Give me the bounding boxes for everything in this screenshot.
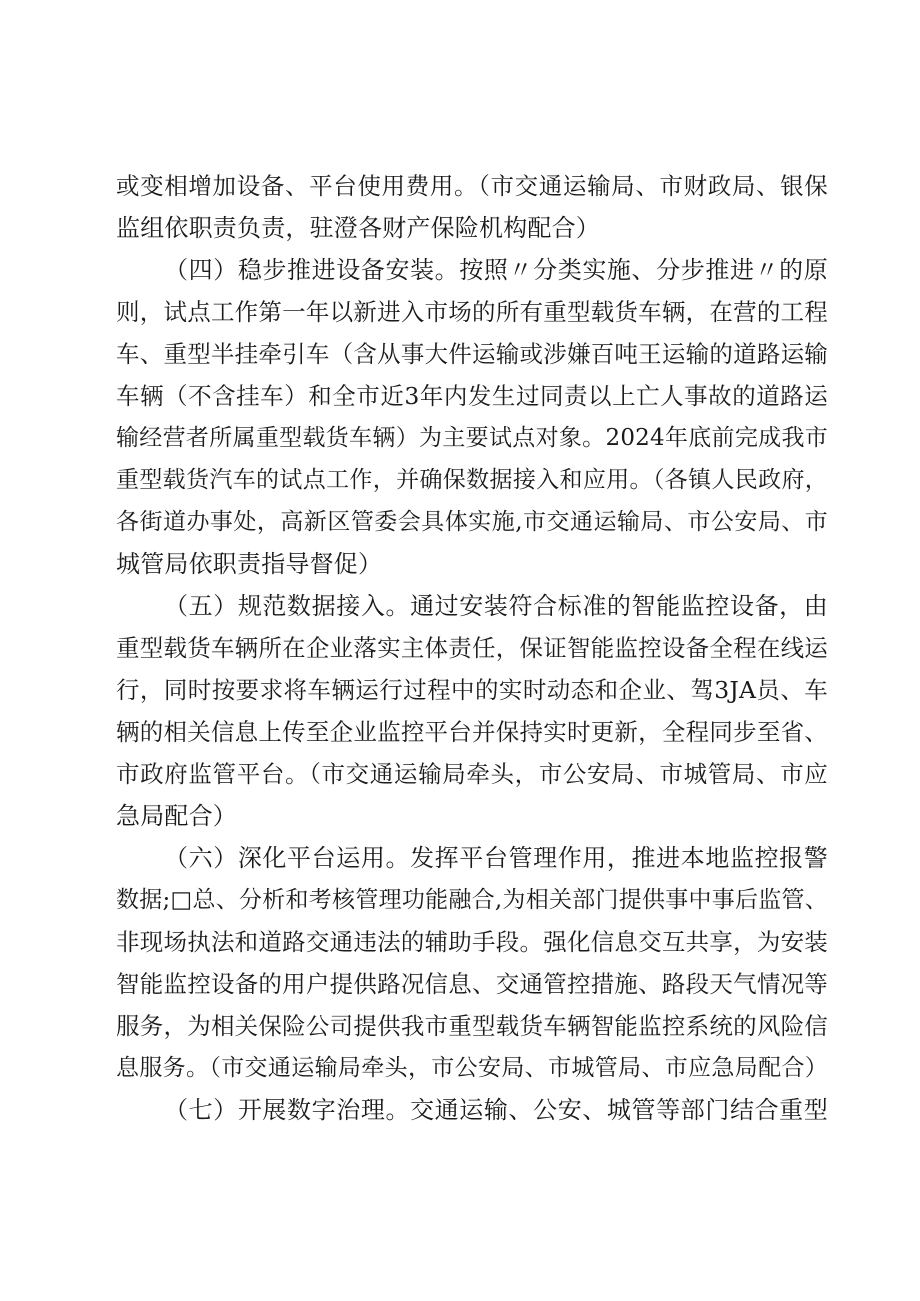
- paragraph-line: 非现场执法和道路交通违法的辅助手段。强化信息交互共享，为安装: [116, 928, 828, 956]
- paragraph-line: 数据;□总、分析和考核管理功能融合,为相关部门提供事中事后监管、: [116, 887, 828, 913]
- paragraph-line: 车辆（不含挂车）和全市近3年内发生过同责以上亡人事故的道路运: [116, 382, 828, 410]
- paragraph-line: 急局配合）: [116, 802, 237, 830]
- paragraph-first-line: （七）开展数字治理。交通运输、公安、城管等部门结合重型: [164, 1096, 828, 1124]
- paragraph-line: 智能监控设备的用户提供路况信息、交通管控措施、路段天气情况等: [116, 970, 828, 998]
- paragraph-line: 或变相增加设备、平台使用费用。（市交通运输局、市财政局、银保: [116, 172, 828, 200]
- paragraph-line: 市政府监管平台。（市交通运输局牵头，市公安局、市城管局、市应: [116, 760, 828, 788]
- paragraph-line: 重型载货汽车的试点工作，并确保数据接入和应用。（各镇人民政府，: [116, 467, 828, 493]
- paragraph-line: 息服务。（市交通运输局牵头，市公安局、市城管局、市应急局配合）: [116, 1055, 828, 1081]
- paragraph-line: 则，试点工作第一年以新进入市场的所有重型载货车辆，在营的工程: [116, 298, 828, 326]
- paragraph-line: 监组依职责负责，驻澄各财产保险机构配合）: [116, 214, 600, 242]
- paragraph-line: 各街道办事处，高新区管委会具体实施,市交通运输局、市公安局、市: [116, 509, 828, 535]
- paragraph-line: 车、重型半挂牵引车（含从事大件运输或涉嫌百吨王运输的道路运输: [116, 340, 828, 368]
- paragraph-line: 辆的相关信息上传至企业监控平台并保持实时更新，全程同步至省、: [116, 718, 828, 746]
- paragraph-line: 城管局依职责指导督促）: [116, 550, 383, 578]
- paragraph-first-line: （四）稳步推进设备安装。按照〃分类实施、分步推进〃的原: [164, 256, 828, 284]
- paragraph-line: 行，同时按要求将车辆运行过程中的实时动态和企业、驾3JA员、车: [116, 676, 828, 704]
- paragraph-first-line: （五）规范数据接入。通过安装符合标准的智能监控设备，由: [164, 592, 828, 620]
- document-body: [116, 165, 828, 1131]
- paragraph-line: 输经营者所属重型载货车辆）为主要试点对象。2024年底前完成我市: [116, 425, 828, 451]
- paragraph-line: 服务，为相关保险公司提供我市重型载货车辆智能监控系统的风险信: [116, 1012, 828, 1040]
- paragraph-first-line: （六）深化平台运用。发挥平台管理作用，推进本地监控报警: [164, 844, 828, 872]
- paragraph-line: 重型载货车辆所在企业落实主体责任，保证智能监控设备全程在线运: [116, 634, 828, 662]
